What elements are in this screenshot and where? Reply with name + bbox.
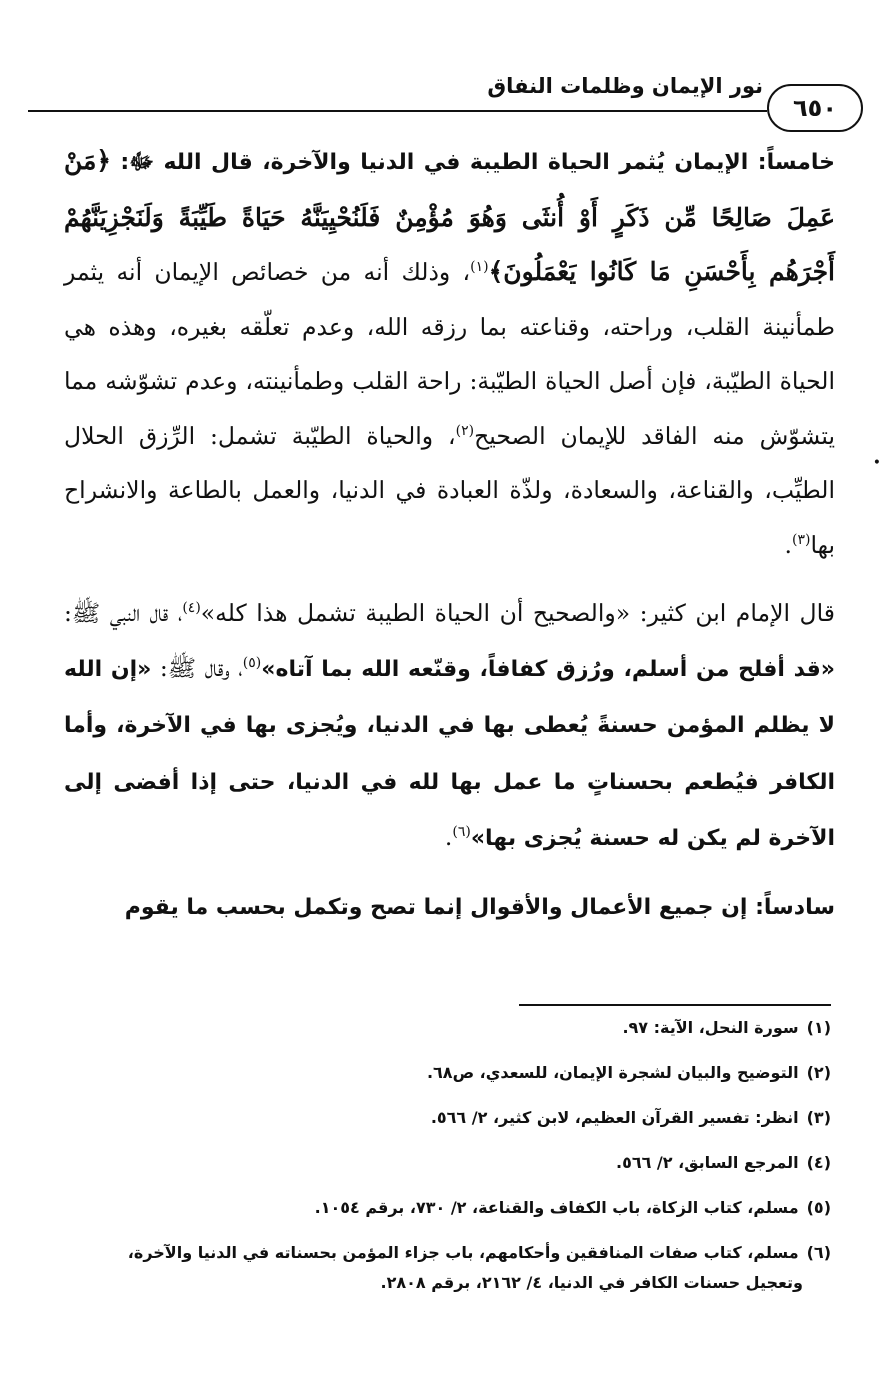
footnote-text: مسلم، كتاب الزكاة، باب الكفاف والقناعة، ٢/ ٧٣٠، برقم ١٠٥٤. [314, 1198, 799, 1217]
footnote-ref-3[interactable]: (٣) [791, 531, 811, 548]
paragraph-quotes: قال الإمام ابن كثير: «والصحيح أن الحياة الطيبة تشمل هذا كله»$^{(٤)}$، قال النبي ﷺ: «قد أفلح من أسلم، ورُزق كفافاً، وقنّعه الله بما آتاه»$^{(٥)}$، وقال ﷺ: «إن الله لا يظلم المؤمن حسنةً يُعطى بها في الدنيا، ويُجزى بها في الآخرة، وأما الكافر فيُطعم بحسناتٍ ما عمل بها لله في الدنيا، حتى إذا أفضى إلى الآخرة لم يكن له حسنة يُجزى بها»$^{(٦)}$. [64, 599, 835, 851]
footnote-ref-4[interactable]: (٤) [182, 600, 201, 617]
footnote-number: (١) [806, 1018, 831, 1037]
page-number: ٦٥٠ [767, 84, 863, 132]
footnote-3 [60, 1102, 831, 1147]
footnote-text: مسلم، كتاب صفات المنافقين وأحكامهم، باب جزاء المؤمن بحسناته في الدنيا والآخرة، [127, 1243, 799, 1262]
margin-dot: • [872, 455, 881, 471]
footnotes [60, 1012, 831, 1318]
main-text [64, 134, 835, 935]
header-rule [28, 110, 767, 112]
footnote-6 [60, 1237, 831, 1318]
paragraph-sixth-point [64, 879, 835, 936]
footnote-text: المرجع السابق، ٢/ ٥٦٦. [615, 1153, 799, 1172]
running-title: نور الإيمان وظلمات النفاق [487, 74, 763, 98]
footnote-number: (٦) [806, 1243, 831, 1262]
body-text: ، قال النبي ﷺ: [64, 599, 183, 627]
footnote-text-continued: وتعجيل حسنات الكافر في الدنيا، ٤/ ٢١٦٢، برقم ٢٨٠٨. [380, 1273, 803, 1292]
footnote-text: سورة النحل، الآية: ٩٧. [622, 1018, 799, 1037]
footnote-ref-1[interactable]: (١) [470, 259, 489, 276]
section-heading-fifth: خامساً: الإيمان يُثمر الحياة الطيبة في الدنيا والآخرة، قال الله ﷻ: [120, 150, 835, 175]
footnote-text: انظر: تفسير القرآن العظيم، لابن كثير، ٢/ ٥٦٦. [430, 1108, 799, 1127]
body-text: ، والحياة الطيّبة تشمل: الرِّزق الحلال الطيِّب، والقناعة، والسعادة، ولذّة العبادة في الدنيا، والعمل بالطاعة والانشراح بها [64, 421, 835, 559]
ibn-kathir-quote: قال الإمام ابن كثير: «والصحيح أن الحياة الطيبة تشمل هذا كله» [200, 599, 835, 627]
footnote-text: التوضيح والبيان لشجرة الإيمان، للسعدي، ص٦٨. [426, 1063, 799, 1082]
page-header [28, 70, 863, 130]
quran-verse: ﴿مَنْ عَمِلَ صَالِحًا مِّن ذَكَرٍ أَوْ أُنثَى وَهُوَ مُؤْمِنٌ فَلَنُحْيِيَنَّهُ حَيَاةً طَيِّبَةً وَلَنَجْزِيَنَّهُمْ أَجْرَهُم بِأَحْسَنِ مَا كَانُوا يَعْمَلُونَ﴾ [64, 146, 835, 286]
footnote-ref-5[interactable]: (٥) [242, 654, 262, 671]
hadith-1: «قد أفلح من أسلم، ورُزق كفافاً، وقنّعه الله بما آتاه» [261, 656, 835, 682]
body-text: ، وذلك أنه من خصائص الإيمان أنه يثمر طمأنينة القلب، وراحته، وقناعته بما رزقه الله، وعدم تعلّقه بغيره، وهذه هي الحياة الطيّبة، فإن أصل الحياة الطيّبة: راحة القلب وطمأنينته، وعدم تشوّشه مما يتشوّش منه الفاقد للإيمان الصحيح [64, 258, 835, 450]
footnote-number: (٥) [806, 1198, 831, 1217]
footnote-ref-2[interactable]: (٢) [455, 422, 475, 439]
footnote-2 [60, 1057, 831, 1102]
paragraph-fifth-point: خامساً: الإيمان يُثمر الحياة الطيبة في الدنيا والآخرة، قال الله ﷻ: ﴿مَنْ عَمِلَ صَالِحًا مِّن ذَكَرٍ أَوْ أُنثَى وَهُوَ مُؤْمِنٌ فَلَنُحْيِيَنَّهُ حَيَاةً طَيِّبَةً وَلَنَجْزِيَنَّهُمْ أَجْرَهُم بِأَحْسَنِ مَا كَانُوا يَعْمَلُونَ﴾$^{(١)}$، وذلك أنه من خصائص الإيمان أنه يثمر طمأنينة القلب، وراحته، وقناعته بما رزقه الله، وعدم تعلّقه بغيره، وهذه هي الحياة الطيّبة، فإن أصل الحياة الطيّبة: راحة القلب وطمأنينته، وعدم تشوّشه مما يتشوّش منه الفاقد للإيمان الصحيح$^{(٢)}$، والحياة الطيّبة تشمل: الرِّزق الحلال الطيِّب، والقناعة، والسعادة، ولذّة العبادة في الدنيا، والعمل بالطاعة والانشراح بها$^{(٣)}$. [64, 146, 835, 559]
footnote-number: (٤) [806, 1153, 831, 1172]
section-heading-sixth: سادساً: إن جميع الأعمال والأقوال إنما تصح وتكمل بحسب ما يقوم [124, 894, 835, 920]
footnote-ref-6[interactable]: (٦) [452, 824, 471, 841]
footnote-4 [60, 1147, 831, 1192]
footnote-1 [60, 1012, 831, 1057]
body-text: ، وقال ﷺ: [151, 653, 243, 682]
footnote-5 [60, 1192, 831, 1237]
footnote-number: (٢) [806, 1063, 831, 1082]
footnote-number: (٣) [806, 1108, 831, 1127]
hadith-2: «إن الله لا يظلم المؤمن حسنةً يُعطى بها في الدنيا، ويُجزى بها في الآخرة، وأما الكافر فيُطعم بحسناتٍ ما عمل بها لله في الدنيا، حتى إذا أفضى إلى الآخرة لم يكن له حسنة يُجزى بها» [64, 656, 835, 851]
footnote-separator [519, 1004, 831, 1006]
